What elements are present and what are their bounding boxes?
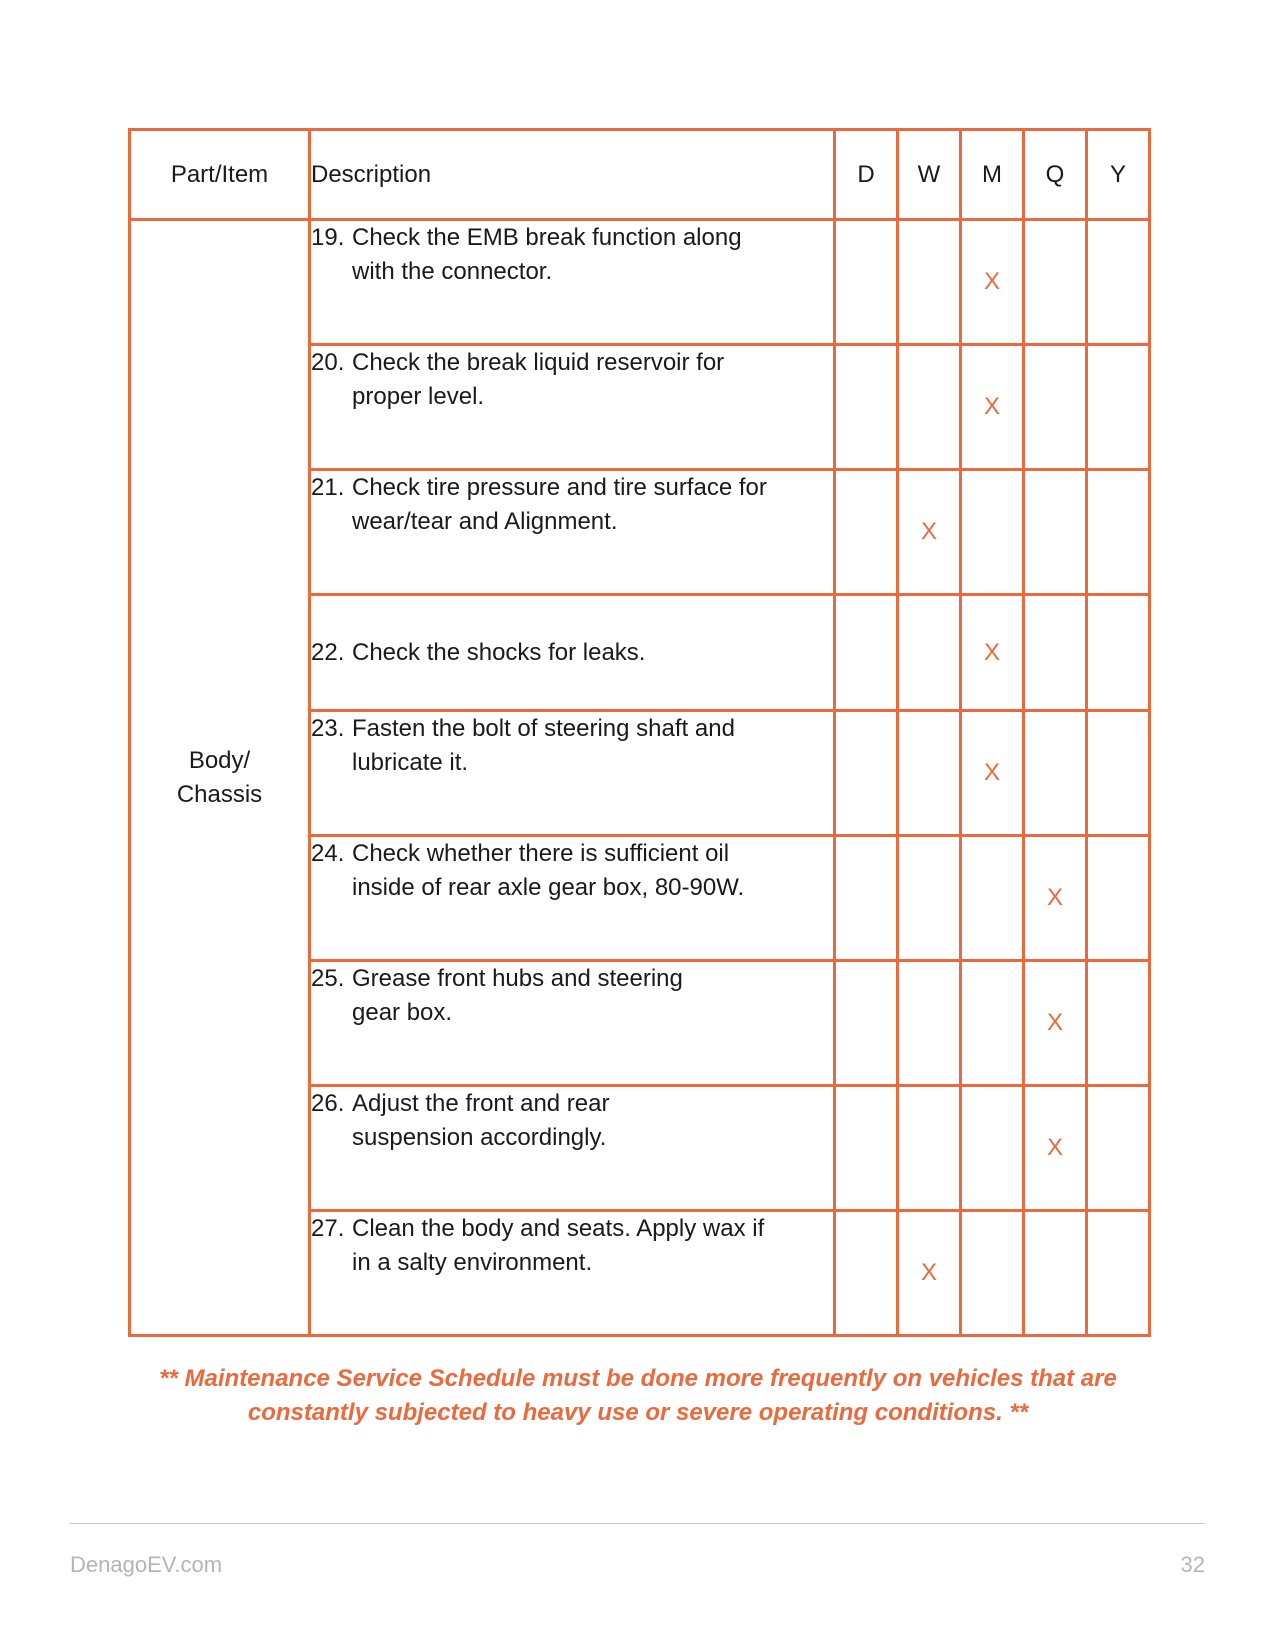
frequency-w-cell bbox=[898, 711, 961, 836]
item-number: 27. bbox=[311, 1215, 345, 1242]
header-quarterly: Q bbox=[1024, 130, 1087, 220]
frequency-d-cell bbox=[835, 220, 898, 345]
frequency-w-cell bbox=[898, 961, 961, 1086]
description-text: Fasten the bolt of steering shaft and bbox=[352, 715, 735, 742]
frequency-w-cell bbox=[898, 220, 961, 345]
header-weekly: W bbox=[898, 130, 961, 220]
frequency-q-cell bbox=[1024, 595, 1087, 711]
frequency-m-cell: X bbox=[961, 595, 1024, 711]
description-text: gear box. bbox=[352, 999, 453, 1026]
maintenance-note bbox=[128, 1362, 1148, 1430]
frequency-y-cell bbox=[1087, 1086, 1150, 1211]
frequency-q-cell bbox=[1024, 1211, 1087, 1336]
frequency-m-cell: X bbox=[961, 345, 1024, 470]
header-part-item: Part/Item bbox=[130, 130, 310, 220]
description-text: Check the EMB break function along bbox=[352, 224, 742, 251]
description-cell bbox=[310, 711, 835, 836]
description-cell bbox=[310, 470, 835, 595]
frequency-w-cell bbox=[898, 1086, 961, 1211]
description-text: proper level. bbox=[352, 383, 485, 410]
frequency-d-cell bbox=[835, 961, 898, 1086]
footer-divider bbox=[70, 1523, 1205, 1524]
frequency-y-cell bbox=[1087, 470, 1150, 595]
frequency-m-cell bbox=[961, 836, 1024, 961]
header-description: Description bbox=[310, 130, 835, 220]
item-number: 21. bbox=[311, 474, 345, 501]
frequency-q-cell: X bbox=[1024, 1086, 1087, 1211]
header-daily: D bbox=[835, 130, 898, 220]
note-line-2: constantly subjected to heavy use or severe operating conditions. ** bbox=[247, 1399, 1029, 1426]
frequency-d-cell bbox=[835, 595, 898, 711]
description-text: Check the break liquid reservoir for bbox=[352, 349, 725, 376]
item-number: 19. bbox=[311, 224, 345, 251]
frequency-w-cell bbox=[898, 836, 961, 961]
frequency-q-cell: X bbox=[1024, 961, 1087, 1086]
frequency-y-cell bbox=[1087, 961, 1150, 1086]
description-text: Grease front hubs and steering bbox=[352, 965, 683, 992]
description-cell bbox=[310, 1086, 835, 1211]
frequency-m-cell bbox=[961, 1211, 1024, 1336]
frequency-y-cell bbox=[1087, 345, 1150, 470]
description-text: wear/tear and Alignment. bbox=[352, 508, 618, 535]
item-number: 20. bbox=[311, 349, 345, 376]
description-text: suspension accordingly. bbox=[352, 1124, 607, 1151]
frequency-y-cell bbox=[1087, 595, 1150, 711]
frequency-y-cell bbox=[1087, 711, 1150, 836]
frequency-y-cell bbox=[1087, 1211, 1150, 1336]
description-text: Clean the body and seats. Apply wax if bbox=[352, 1215, 765, 1242]
item-number: 26. bbox=[311, 1090, 345, 1117]
part-item-cell bbox=[130, 220, 310, 1336]
frequency-m-cell: X bbox=[961, 220, 1024, 345]
frequency-q-cell bbox=[1024, 470, 1087, 595]
description-text: in a salty environment. bbox=[352, 1249, 593, 1276]
frequency-y-cell bbox=[1087, 220, 1150, 345]
frequency-q-cell bbox=[1024, 345, 1087, 470]
frequency-d-cell bbox=[835, 836, 898, 961]
frequency-m-cell bbox=[961, 1086, 1024, 1211]
item-number: 23. bbox=[311, 715, 345, 742]
frequency-w-cell bbox=[898, 595, 961, 711]
frequency-d-cell bbox=[835, 345, 898, 470]
frequency-d-cell bbox=[835, 1086, 898, 1211]
description-cell bbox=[310, 595, 835, 711]
frequency-q-cell: X bbox=[1024, 836, 1087, 961]
frequency-y-cell bbox=[1087, 836, 1150, 961]
description-cell bbox=[310, 345, 835, 470]
part-item-label: Chassis bbox=[176, 780, 263, 808]
description-text: inside of rear axle gear box, 80-90W. bbox=[352, 874, 745, 901]
frequency-q-cell bbox=[1024, 220, 1087, 345]
table-row bbox=[130, 220, 1150, 345]
frequency-m-cell: X bbox=[961, 711, 1024, 836]
frequency-w-cell: X bbox=[898, 470, 961, 595]
item-number: 24. bbox=[311, 840, 345, 867]
frequency-d-cell bbox=[835, 711, 898, 836]
description-text: Adjust the front and rear bbox=[352, 1090, 610, 1117]
description-text: Check the shocks for leaks. bbox=[352, 638, 646, 666]
frequency-q-cell bbox=[1024, 711, 1087, 836]
table-header-row bbox=[130, 130, 1150, 220]
frequency-w-cell: X bbox=[898, 1211, 961, 1336]
frequency-d-cell bbox=[835, 470, 898, 595]
item-number: 25. bbox=[311, 965, 345, 992]
description-cell bbox=[310, 1211, 835, 1336]
frequency-w-cell bbox=[898, 345, 961, 470]
maintenance-schedule-table bbox=[128, 128, 1151, 1337]
item-number: 22. bbox=[311, 638, 345, 666]
description-text: Check tire pressure and tire surface for bbox=[352, 474, 767, 501]
frequency-m-cell bbox=[961, 961, 1024, 1086]
description-text: with the connector. bbox=[352, 258, 553, 285]
header-yearly: Y bbox=[1087, 130, 1150, 220]
footer-website: DenagoEV.com bbox=[70, 1552, 223, 1577]
description-cell bbox=[310, 836, 835, 961]
frequency-m-cell bbox=[961, 470, 1024, 595]
note-line-1: ** Maintenance Service Schedule must be done more frequently on vehicles that are bbox=[159, 1365, 1117, 1392]
part-item-label: Body/ bbox=[188, 746, 251, 774]
description-cell bbox=[310, 961, 835, 1086]
table-body bbox=[130, 220, 1150, 1336]
header-monthly: M bbox=[961, 130, 1024, 220]
description-text: lubricate it. bbox=[352, 749, 469, 776]
page-number: 32 bbox=[1180, 1552, 1205, 1577]
frequency-d-cell bbox=[835, 1211, 898, 1336]
description-text: Check whether there is sufficient oil bbox=[352, 840, 730, 867]
description-cell bbox=[310, 220, 835, 345]
